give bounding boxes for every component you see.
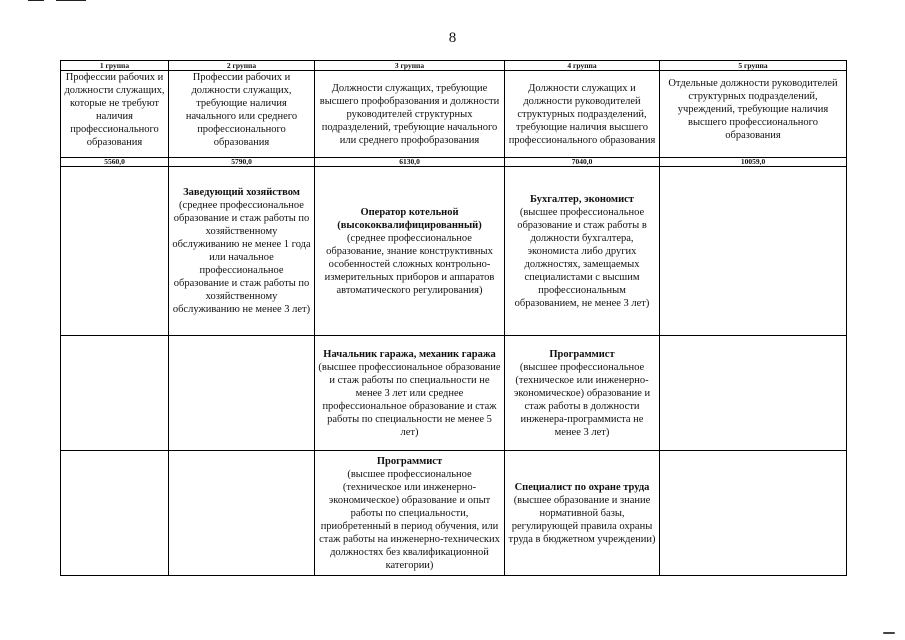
group-header: 2 группа	[169, 61, 315, 71]
salary-row	[61, 158, 847, 167]
group-description: Должности служащих и должности руководителей структурных подразделений, требующие наличия высшего профессионального образования	[505, 71, 660, 158]
position-cell	[315, 336, 505, 451]
position-title: Программист	[376, 455, 443, 467]
position-cell	[660, 167, 847, 336]
corner-mark	[28, 0, 44, 1]
salary-groups-table	[60, 60, 847, 576]
position-cell	[169, 451, 315, 576]
position-cell	[505, 167, 660, 336]
position-title: Программист	[549, 348, 615, 360]
group-description: Профессии рабочих и должности служащих, требующие наличия начального или среднего профессионального образования	[169, 71, 315, 158]
position-cell	[660, 451, 847, 576]
position-cell	[505, 451, 660, 576]
position-requirements: (среднее профессиональное образование и стаж работы по хозяйственному обслуживанию не менее 1 года или начальное профессиональное образование и стаж работы по хозяйственному обслуживанию не менее 3 лет)	[172, 200, 311, 315]
salary-value: 7040,0	[505, 158, 660, 167]
position-cell	[61, 451, 169, 576]
position-requirements: (высшее образование и знание нормативной базы, регулирующей правила охраны труда в бюджетном учреждении)	[508, 494, 656, 545]
table-row	[61, 451, 847, 576]
position-requirements: (высшее профессиональное образование и стаж работы по специальности не менее 3 лет или среднее профессиональное образование и стаж работы по специальности не менее 5 лет)	[318, 361, 501, 438]
position-title: Оператор котельной (высококвалифицированный)	[337, 206, 482, 231]
salary-value: 6130,0	[315, 158, 505, 167]
position-cell	[61, 336, 169, 451]
salary-value: 10059,0	[660, 158, 847, 167]
table-row	[61, 336, 847, 451]
position-requirements: (высшее профессиональное образование и стаж работы в должности бухгалтера, экономиста либо других должностях, замещаемых специалистами с высшим профессиональным образованием, не менее 3 лет)	[514, 206, 650, 309]
salary-value: 5790,0	[169, 158, 315, 167]
position-title: Начальник гаража, механик гаража	[323, 348, 496, 360]
position-cell	[505, 336, 660, 451]
position-title: Заведующий хозяйством	[183, 187, 300, 198]
group-header: 3 группа	[315, 61, 505, 71]
position-requirements: (высшее профессиональное (техническое или инженерно-экономическое) образование и стаж работы в должности инженера-программиста не менее 3 лет)	[513, 361, 651, 438]
position-cell	[169, 167, 315, 336]
position-requirements: (высшее профессиональное (техническое или инженерно-экономическое) образование и опыт работы по специальности, приобретенный в период обучения, или стаж работы на инженерно-технических должностях без квалификационной категории)	[319, 468, 500, 571]
position-cell	[61, 167, 169, 336]
group-description: Профессии рабочих и должности служащих, которые не требуют наличия профессионального образования	[61, 71, 169, 158]
corner-mark	[56, 0, 86, 1]
page-number: 8	[448, 30, 457, 46]
group-header: 5 группа	[660, 61, 847, 71]
group-description-row	[61, 71, 847, 158]
group-description: Должности служащих, требующие высшего профобразования и должности руководителей структурных подразделений, требующие начального или среднего профобразования	[315, 71, 505, 158]
salary-value: 5560,0	[61, 158, 169, 167]
position-cell	[315, 451, 505, 576]
position-title: Специалист по охране труда	[514, 481, 650, 493]
position-cell	[660, 336, 847, 451]
group-header: 4 группа	[505, 61, 660, 71]
position-title: Бухгалтер, экономист	[530, 193, 634, 205]
position-cell	[315, 167, 505, 336]
table-row	[61, 167, 847, 336]
position-requirements: (среднее профессиональное образование, знание конструктивных особенностей сложных контрольно-измерительных приборов и аппаратов автоматического регулирования)	[324, 232, 495, 296]
group-header-row	[61, 61, 847, 71]
position-cell	[169, 336, 315, 451]
group-header: 1 группа	[61, 61, 169, 71]
ink-mark	[883, 632, 895, 634]
group-description: Отдельные должности руководителей структурных подразделений, учреждений, требующие наличия высшего профессионального образования	[660, 71, 847, 158]
